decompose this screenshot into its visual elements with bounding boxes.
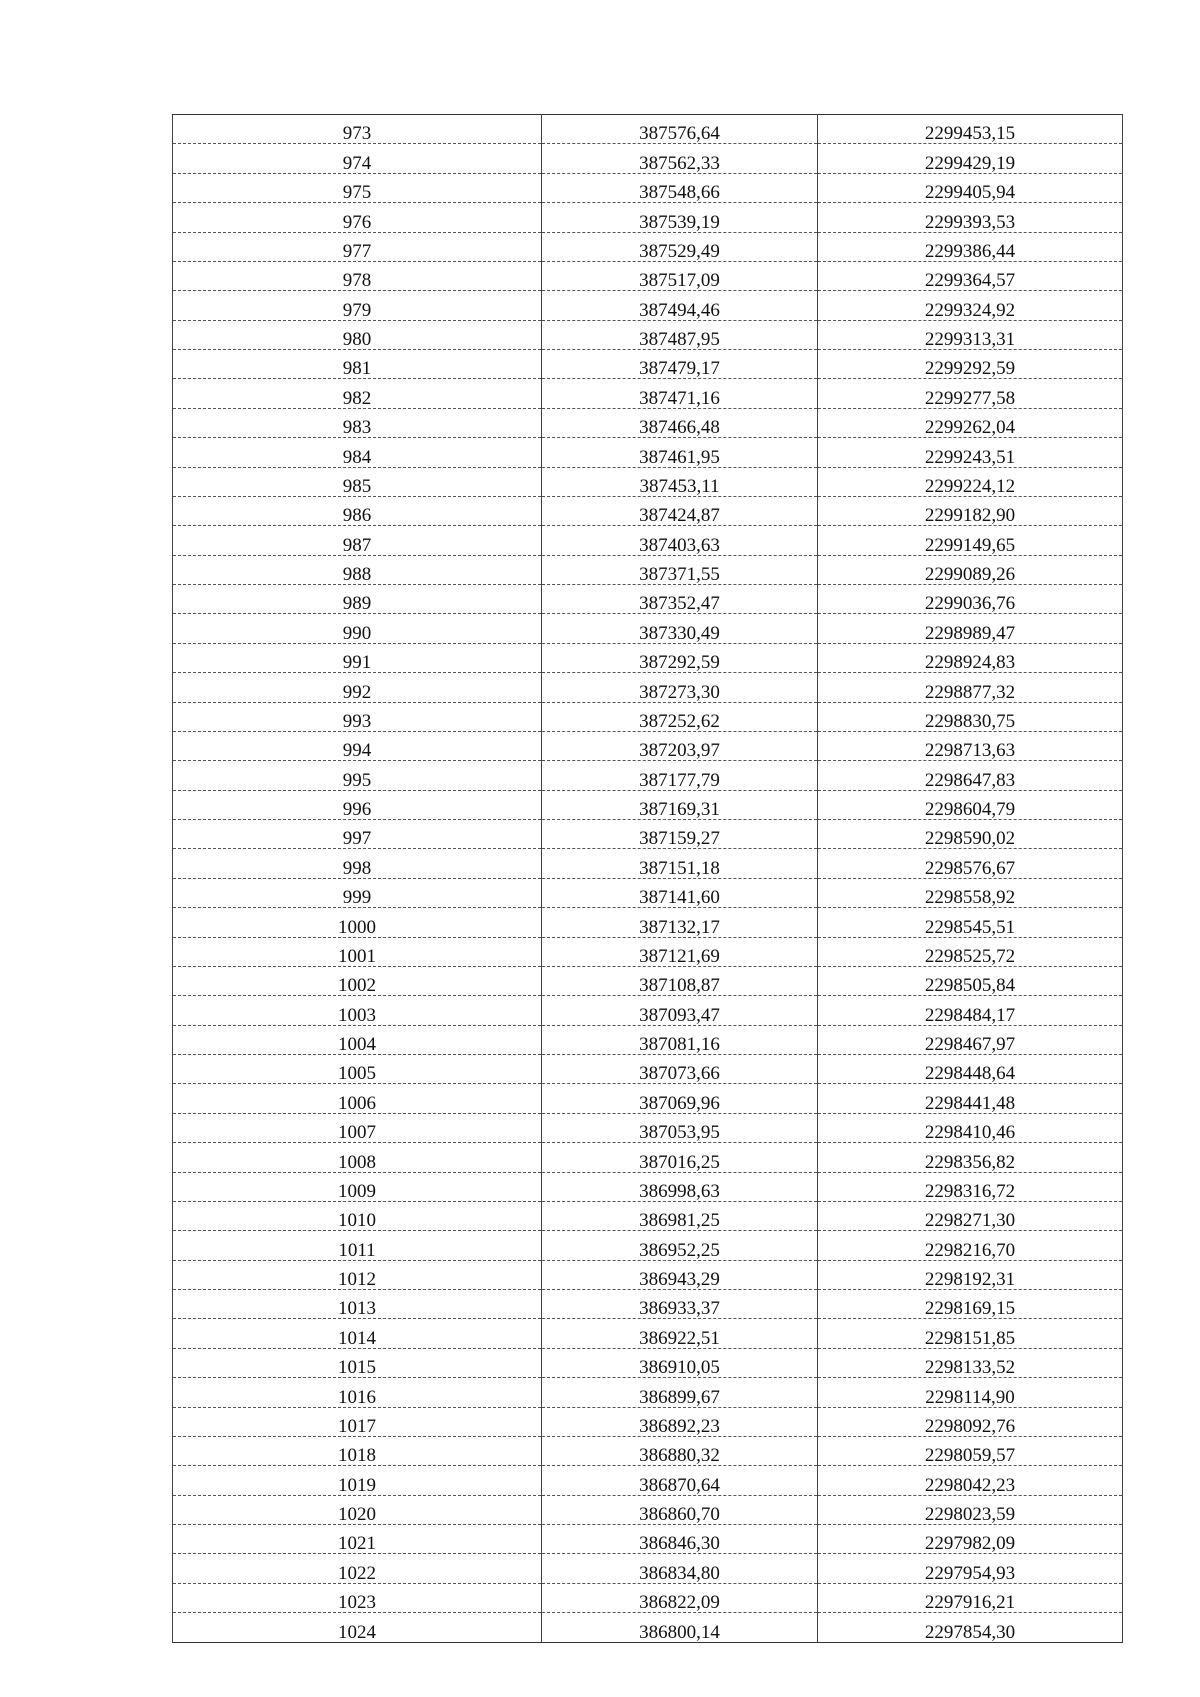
x-coordinate-cell: 386981,25 — [542, 1201, 818, 1230]
table-row — [173, 173, 1123, 202]
y-coordinate-cell: 2298467,97 — [818, 1025, 1123, 1054]
x-coordinate-cell: 386800,14 — [542, 1613, 818, 1642]
table-row — [173, 115, 1123, 144]
y-coordinate-cell: 2297954,93 — [818, 1554, 1123, 1583]
x-coordinate-cell: 386846,30 — [542, 1525, 818, 1554]
point-number-cell: 999 — [173, 878, 542, 907]
y-coordinate-cell: 2298023,59 — [818, 1495, 1123, 1524]
table-row — [173, 1231, 1123, 1260]
y-coordinate-cell: 2298316,72 — [818, 1172, 1123, 1201]
y-coordinate-cell: 2298576,67 — [818, 849, 1123, 878]
y-coordinate-cell: 2298525,72 — [818, 937, 1123, 966]
y-coordinate-cell: 2299393,53 — [818, 203, 1123, 232]
point-number-cell: 979 — [173, 291, 542, 320]
x-coordinate-cell: 387073,66 — [542, 1055, 818, 1084]
y-coordinate-cell: 2298410,46 — [818, 1113, 1123, 1142]
point-number-cell: 991 — [173, 643, 542, 672]
y-coordinate-cell: 2298989,47 — [818, 614, 1123, 643]
table-row — [173, 555, 1123, 584]
y-coordinate-cell: 2299224,12 — [818, 467, 1123, 496]
x-coordinate-cell: 387108,87 — [542, 966, 818, 995]
y-coordinate-cell: 2298441,48 — [818, 1084, 1123, 1113]
table-row — [173, 614, 1123, 643]
table-row — [173, 673, 1123, 702]
point-number-cell: 980 — [173, 320, 542, 349]
table-row — [173, 1525, 1123, 1554]
x-coordinate-cell: 387424,87 — [542, 496, 818, 525]
x-coordinate-cell: 386892,23 — [542, 1407, 818, 1436]
point-number-cell: 995 — [173, 761, 542, 790]
y-coordinate-cell: 2298590,02 — [818, 820, 1123, 849]
x-coordinate-cell: 387081,16 — [542, 1025, 818, 1054]
x-coordinate-cell: 387539,19 — [542, 203, 818, 232]
point-number-cell: 998 — [173, 849, 542, 878]
table-row — [173, 908, 1123, 937]
x-coordinate-cell: 386870,64 — [542, 1466, 818, 1495]
y-coordinate-cell: 2298558,92 — [818, 878, 1123, 907]
x-coordinate-cell: 387016,25 — [542, 1143, 818, 1172]
x-coordinate-cell: 387529,49 — [542, 232, 818, 261]
point-number-cell: 1010 — [173, 1201, 542, 1230]
x-coordinate-cell: 387562,33 — [542, 144, 818, 173]
point-number-cell: 988 — [173, 555, 542, 584]
x-coordinate-cell: 387517,09 — [542, 261, 818, 290]
y-coordinate-cell: 2298114,90 — [818, 1378, 1123, 1407]
x-coordinate-cell: 387576,64 — [542, 115, 818, 144]
y-coordinate-cell: 2298133,52 — [818, 1348, 1123, 1377]
point-number-cell: 1017 — [173, 1407, 542, 1436]
point-number-cell: 989 — [173, 585, 542, 614]
y-coordinate-cell: 2298059,57 — [818, 1436, 1123, 1465]
x-coordinate-cell: 387177,79 — [542, 761, 818, 790]
y-coordinate-cell: 2299262,04 — [818, 408, 1123, 437]
x-coordinate-cell: 386880,32 — [542, 1436, 818, 1465]
table-row — [173, 144, 1123, 173]
x-coordinate-cell: 386834,80 — [542, 1554, 818, 1583]
table-row — [173, 643, 1123, 672]
y-coordinate-cell: 2298505,84 — [818, 966, 1123, 995]
point-number-cell: 996 — [173, 790, 542, 819]
y-coordinate-cell: 2298042,23 — [818, 1466, 1123, 1495]
table-row — [173, 937, 1123, 966]
y-coordinate-cell: 2298830,75 — [818, 702, 1123, 731]
table-row — [173, 1084, 1123, 1113]
y-coordinate-cell: 2298356,82 — [818, 1143, 1123, 1172]
y-coordinate-cell: 2298484,17 — [818, 996, 1123, 1025]
x-coordinate-cell: 387494,46 — [542, 291, 818, 320]
point-number-cell: 985 — [173, 467, 542, 496]
point-number-cell: 1001 — [173, 937, 542, 966]
x-coordinate-cell: 387487,95 — [542, 320, 818, 349]
table-row — [173, 438, 1123, 467]
point-number-cell: 992 — [173, 673, 542, 702]
point-number-cell: 987 — [173, 526, 542, 555]
table-row — [173, 1466, 1123, 1495]
x-coordinate-cell: 387141,60 — [542, 878, 818, 907]
point-number-cell: 990 — [173, 614, 542, 643]
point-number-cell: 983 — [173, 408, 542, 437]
y-coordinate-cell: 2298192,31 — [818, 1260, 1123, 1289]
point-number-cell: 1015 — [173, 1348, 542, 1377]
table-row — [173, 1583, 1123, 1612]
x-coordinate-cell: 386822,09 — [542, 1583, 818, 1612]
point-number-cell: 976 — [173, 203, 542, 232]
table-row — [173, 790, 1123, 819]
x-coordinate-cell: 387053,95 — [542, 1113, 818, 1142]
x-coordinate-cell: 387461,95 — [542, 438, 818, 467]
table-row — [173, 1290, 1123, 1319]
point-number-cell: 1023 — [173, 1583, 542, 1612]
y-coordinate-cell: 2299292,59 — [818, 350, 1123, 379]
y-coordinate-cell: 2297854,30 — [818, 1613, 1123, 1642]
table-row — [173, 1025, 1123, 1054]
point-number-cell: 973 — [173, 115, 542, 144]
table-row — [173, 1378, 1123, 1407]
table-row — [173, 261, 1123, 290]
point-number-cell: 1007 — [173, 1113, 542, 1142]
x-coordinate-cell: 387292,59 — [542, 643, 818, 672]
coordinates-table-body — [173, 115, 1123, 1643]
y-coordinate-cell: 2299364,57 — [818, 261, 1123, 290]
y-coordinate-cell: 2298448,64 — [818, 1055, 1123, 1084]
table-row — [173, 408, 1123, 437]
y-coordinate-cell: 2299386,44 — [818, 232, 1123, 261]
x-coordinate-cell: 386910,05 — [542, 1348, 818, 1377]
table-row — [173, 291, 1123, 320]
x-coordinate-cell: 387132,17 — [542, 908, 818, 937]
table-row — [173, 996, 1123, 1025]
y-coordinate-cell: 2298713,63 — [818, 731, 1123, 760]
point-number-cell: 1005 — [173, 1055, 542, 1084]
point-number-cell: 1012 — [173, 1260, 542, 1289]
y-coordinate-cell: 2297982,09 — [818, 1525, 1123, 1554]
table-row — [173, 966, 1123, 995]
y-coordinate-cell: 2298604,79 — [818, 790, 1123, 819]
point-number-cell: 1006 — [173, 1084, 542, 1113]
x-coordinate-cell: 386860,70 — [542, 1495, 818, 1524]
table-row — [173, 1495, 1123, 1524]
x-coordinate-cell: 387371,55 — [542, 555, 818, 584]
table-row — [173, 820, 1123, 849]
y-coordinate-cell: 2298092,76 — [818, 1407, 1123, 1436]
point-number-cell: 1014 — [173, 1319, 542, 1348]
x-coordinate-cell: 386899,67 — [542, 1378, 818, 1407]
point-number-cell: 1013 — [173, 1290, 542, 1319]
point-number-cell: 997 — [173, 820, 542, 849]
table-row — [173, 1613, 1123, 1642]
point-number-cell: 1011 — [173, 1231, 542, 1260]
x-coordinate-cell: 386998,63 — [542, 1172, 818, 1201]
point-number-cell: 984 — [173, 438, 542, 467]
table-row — [173, 1554, 1123, 1583]
coordinates-table — [172, 114, 1123, 1643]
table-row — [173, 350, 1123, 379]
y-coordinate-cell: 2299149,65 — [818, 526, 1123, 555]
x-coordinate-cell: 387252,62 — [542, 702, 818, 731]
y-coordinate-cell: 2298647,83 — [818, 761, 1123, 790]
y-coordinate-cell: 2298271,30 — [818, 1201, 1123, 1230]
x-coordinate-cell: 386952,25 — [542, 1231, 818, 1260]
x-coordinate-cell: 387352,47 — [542, 585, 818, 614]
table-row — [173, 496, 1123, 525]
table-row — [173, 1143, 1123, 1172]
y-coordinate-cell: 2299324,92 — [818, 291, 1123, 320]
table-row — [173, 849, 1123, 878]
table-row — [173, 232, 1123, 261]
table-row — [173, 203, 1123, 232]
table-row — [173, 320, 1123, 349]
point-number-cell: 1024 — [173, 1613, 542, 1642]
table-row — [173, 1319, 1123, 1348]
point-number-cell: 974 — [173, 144, 542, 173]
table-row — [173, 1113, 1123, 1142]
table-row — [173, 702, 1123, 731]
x-coordinate-cell: 387466,48 — [542, 408, 818, 437]
table-row — [173, 379, 1123, 408]
y-coordinate-cell: 2298151,85 — [818, 1319, 1123, 1348]
point-number-cell: 975 — [173, 173, 542, 202]
x-coordinate-cell: 386933,37 — [542, 1290, 818, 1319]
y-coordinate-cell: 2299243,51 — [818, 438, 1123, 467]
table-row — [173, 731, 1123, 760]
x-coordinate-cell: 387069,96 — [542, 1084, 818, 1113]
y-coordinate-cell: 2299277,58 — [818, 379, 1123, 408]
y-coordinate-cell: 2299453,15 — [818, 115, 1123, 144]
point-number-cell: 986 — [173, 496, 542, 525]
y-coordinate-cell: 2298169,15 — [818, 1290, 1123, 1319]
point-number-cell: 1000 — [173, 908, 542, 937]
table-row — [173, 467, 1123, 496]
table-row — [173, 761, 1123, 790]
x-coordinate-cell: 386922,51 — [542, 1319, 818, 1348]
x-coordinate-cell: 387548,66 — [542, 173, 818, 202]
table-row — [173, 585, 1123, 614]
point-number-cell: 1019 — [173, 1466, 542, 1495]
y-coordinate-cell: 2298545,51 — [818, 908, 1123, 937]
y-coordinate-cell: 2298877,32 — [818, 673, 1123, 702]
x-coordinate-cell: 387121,69 — [542, 937, 818, 966]
point-number-cell: 1016 — [173, 1378, 542, 1407]
table-row — [173, 1260, 1123, 1289]
y-coordinate-cell: 2299429,19 — [818, 144, 1123, 173]
table-row — [173, 1436, 1123, 1465]
point-number-cell: 1004 — [173, 1025, 542, 1054]
x-coordinate-cell: 387273,30 — [542, 673, 818, 702]
table-row — [173, 1348, 1123, 1377]
point-number-cell: 982 — [173, 379, 542, 408]
y-coordinate-cell: 2299089,26 — [818, 555, 1123, 584]
y-coordinate-cell: 2299036,76 — [818, 585, 1123, 614]
x-coordinate-cell: 387471,16 — [542, 379, 818, 408]
table-row — [173, 1172, 1123, 1201]
x-coordinate-cell: 386943,29 — [542, 1260, 818, 1289]
point-number-cell: 1002 — [173, 966, 542, 995]
y-coordinate-cell: 2299182,90 — [818, 496, 1123, 525]
x-coordinate-cell: 387479,17 — [542, 350, 818, 379]
x-coordinate-cell: 387159,27 — [542, 820, 818, 849]
point-number-cell: 1022 — [173, 1554, 542, 1583]
table-row — [173, 1055, 1123, 1084]
table-row — [173, 1407, 1123, 1436]
y-coordinate-cell: 2299313,31 — [818, 320, 1123, 349]
point-number-cell: 1008 — [173, 1143, 542, 1172]
x-coordinate-cell: 387169,31 — [542, 790, 818, 819]
point-number-cell: 994 — [173, 731, 542, 760]
table-row — [173, 526, 1123, 555]
x-coordinate-cell: 387453,11 — [542, 467, 818, 496]
y-coordinate-cell: 2298924,83 — [818, 643, 1123, 672]
point-number-cell: 1021 — [173, 1525, 542, 1554]
y-coordinate-cell: 2297916,21 — [818, 1583, 1123, 1612]
point-number-cell: 977 — [173, 232, 542, 261]
x-coordinate-cell: 387330,49 — [542, 614, 818, 643]
table-row — [173, 1201, 1123, 1230]
y-coordinate-cell: 2298216,70 — [818, 1231, 1123, 1260]
point-number-cell: 981 — [173, 350, 542, 379]
x-coordinate-cell: 387151,18 — [542, 849, 818, 878]
y-coordinate-cell: 2299405,94 — [818, 173, 1123, 202]
point-number-cell: 978 — [173, 261, 542, 290]
x-coordinate-cell: 387093,47 — [542, 996, 818, 1025]
table-row — [173, 878, 1123, 907]
point-number-cell: 1018 — [173, 1436, 542, 1465]
x-coordinate-cell: 387203,97 — [542, 731, 818, 760]
point-number-cell: 1003 — [173, 996, 542, 1025]
point-number-cell: 993 — [173, 702, 542, 731]
point-number-cell: 1009 — [173, 1172, 542, 1201]
x-coordinate-cell: 387403,63 — [542, 526, 818, 555]
point-number-cell: 1020 — [173, 1495, 542, 1524]
